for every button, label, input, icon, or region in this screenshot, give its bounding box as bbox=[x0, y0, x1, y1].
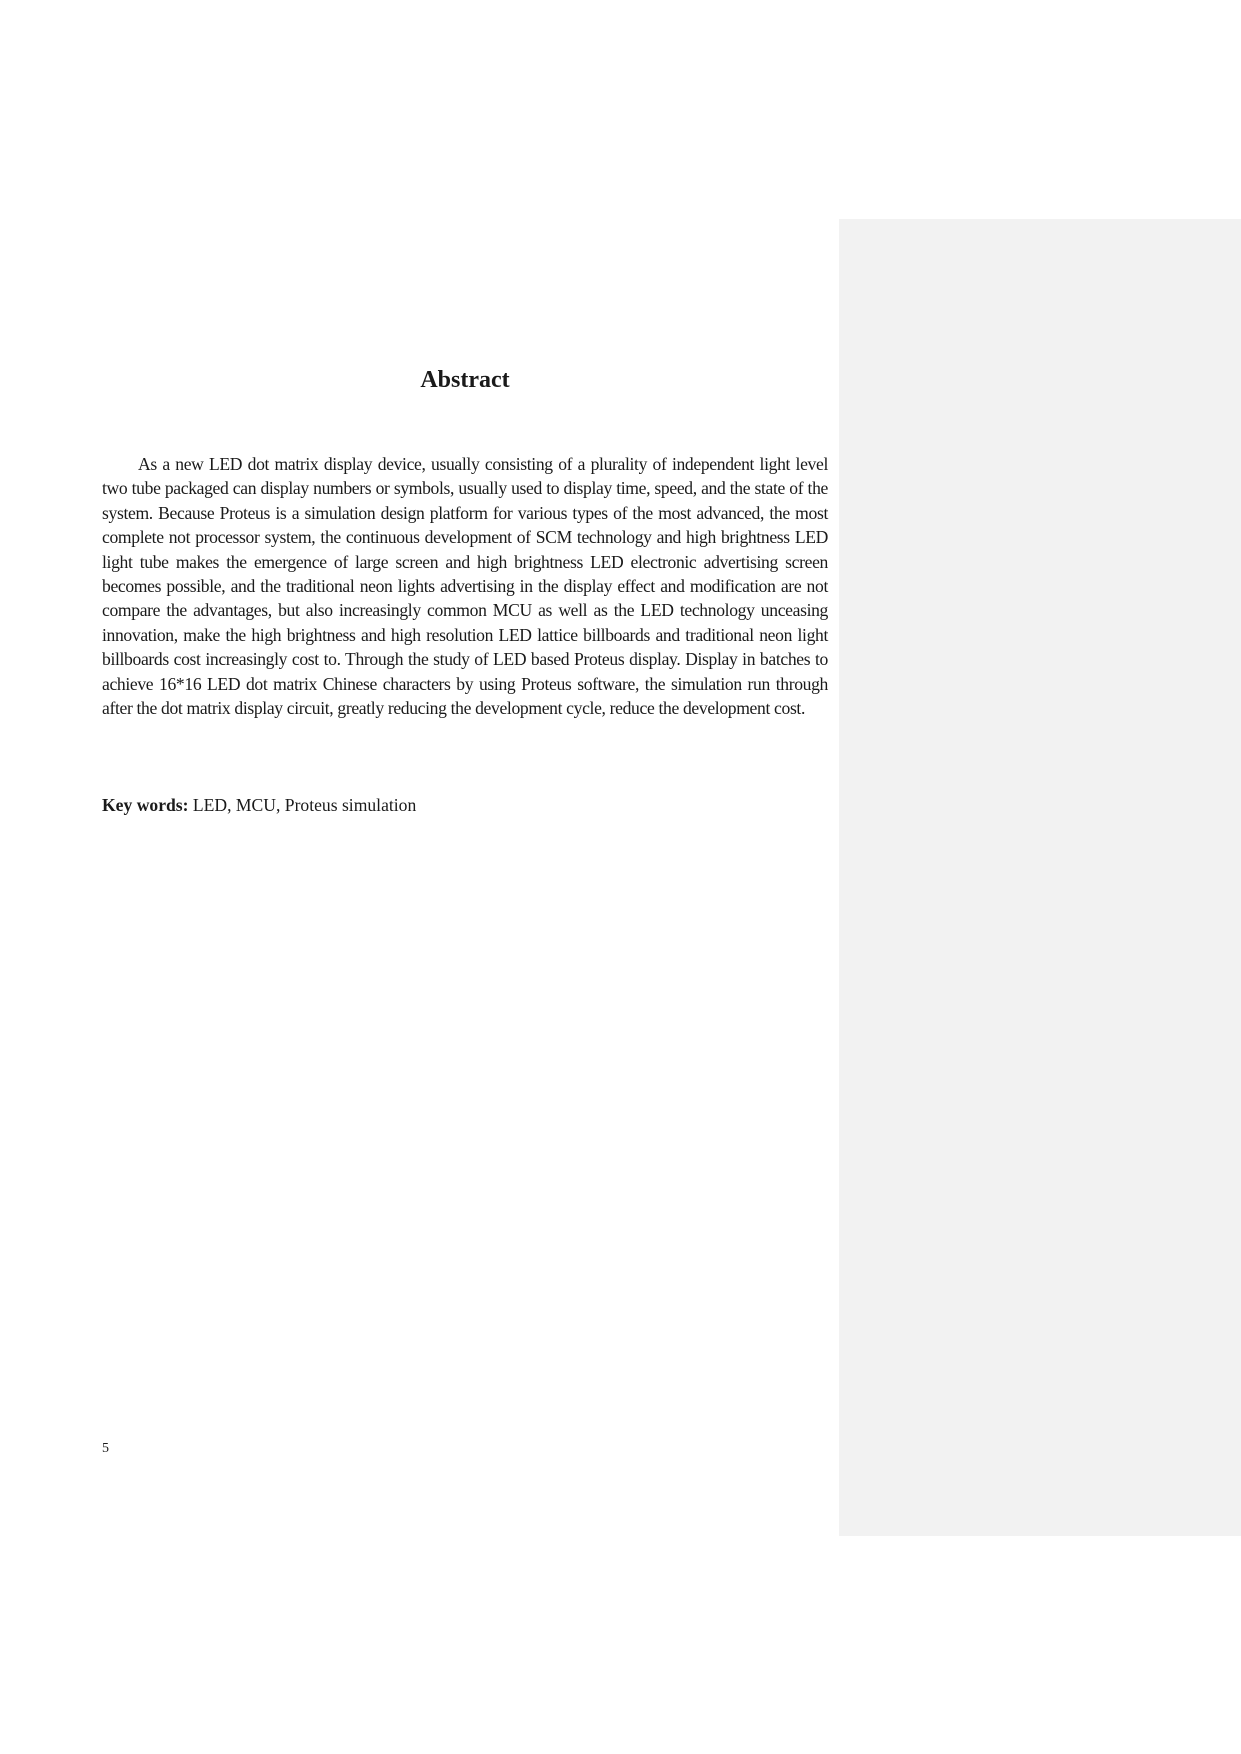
keywords-line bbox=[102, 793, 828, 817]
abstract-title: Abstract bbox=[420, 367, 510, 393]
page-number: 5 bbox=[102, 1441, 109, 1456]
keywords-label: Key words: bbox=[102, 795, 189, 815]
comment-margin-pane bbox=[839, 219, 1241, 1536]
abstract-paragraph: As a new LED dot matrix display device, usually consisting of a plurality of independent light level two tube packaged can display numbers or symbols, usually used to display time, speed, and the state of the system. Because Proteus is a simulation design platform for various types of the most advanced, the most complete not processor system, the continuous development of SCM technology and high brightness LED light tube makes the emergence of large screen and high brightness LED electronic advertising screen becomes possible, and the traditional neon lights advertising in the display effect and modification are not compare the advantages, but also increasingly common MCU as well as the LED technology unceasing innovation, make the high brightness and high resolution LED lattice billboards and traditional neon light billboards cost increasingly cost to. Through the study of LED based Proteus display. Display in batches to achieve 16*16 LED dot matrix Chinese characters by using Proteus software, the simulation run through after the dot matrix display circuit, greatly reducing the development cycle, reduce the development cost. bbox=[102, 454, 828, 719]
keywords-value: LED, MCU, Proteus simulation bbox=[192, 795, 417, 815]
